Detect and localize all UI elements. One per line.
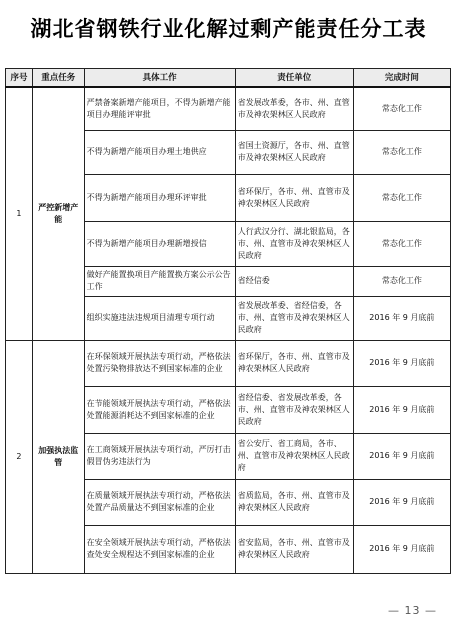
time-cell: 2016 年 9 月底前 <box>353 340 450 386</box>
time-cell: 2016 年 9 月底前 <box>353 525 450 573</box>
unit-cell: 省国土资源厅，各市、州、直管市及神农架林区人民政府 <box>235 130 353 174</box>
group-seq-cell: 1 <box>6 87 33 340</box>
header-seq: 序号 <box>6 69 33 88</box>
unit-cell: 省发展改革委，各市、州、直管市及神农架林区人民政府 <box>235 87 353 130</box>
work-cell: 在工商领域开展执法专项行动，严厉打击假冒伪劣违法行为 <box>84 433 235 479</box>
group-task-cell: 严控新增产能 <box>32 87 84 340</box>
group-task-cell: 加强执法监管 <box>32 340 84 573</box>
table-header-row <box>6 69 451 88</box>
unit-cell: 省经信委 <box>235 266 353 296</box>
table-body <box>6 87 451 573</box>
unit-cell: 省环保厅，各市、州、直管市及神农架林区人民政府 <box>235 340 353 386</box>
document-title: 湖北省钢铁行业化解过剩产能责任分工表 <box>30 17 427 41</box>
work-cell: 在质量领域开展执法专项行动，严格依法处置产品质量达不到国家标准的企业 <box>84 479 235 525</box>
header-unit: 责任单位 <box>235 69 353 88</box>
unit-cell: 省质监局，各市、州、直管市及神农架林区人民政府 <box>235 479 353 525</box>
page-number: — 13 — <box>388 604 437 617</box>
time-cell: 常态化工作 <box>353 221 450 266</box>
work-cell: 严禁备案新增产能项目，不得为新增产能项目办理能评审批 <box>84 87 235 130</box>
time-cell: 常态化工作 <box>353 266 450 296</box>
work-cell: 不得为新增产能项目办理新增授信 <box>84 221 235 266</box>
work-cell: 组织实施违法违规项目清理专项行动 <box>84 296 235 340</box>
time-cell: 2016 年 9 月底前 <box>353 296 450 340</box>
time-cell: 2016 年 9 月底前 <box>353 386 450 433</box>
unit-cell: 省发展改革委、省经信委，各市、州、直管市及神农架林区人民政府 <box>235 296 353 340</box>
work-cell: 不得为新增产能项目办理土地供应 <box>84 130 235 174</box>
work-cell: 做好产能置换项目产能置换方案公示公告工作 <box>84 266 235 296</box>
header-task: 重点任务 <box>32 69 84 88</box>
time-cell: 常态化工作 <box>353 87 450 130</box>
work-cell: 在环保领域开展执法专项行动，严格依法处置污染物排放达不到国家标准的企业 <box>84 340 235 386</box>
time-cell: 常态化工作 <box>353 130 450 174</box>
unit-cell: 省经信委、省发展改革委，各市、州、直管市及神农架林区人民政府 <box>235 386 353 433</box>
responsibility-table <box>5 68 451 574</box>
table-row <box>6 340 451 386</box>
header-work: 具体工作 <box>84 69 235 88</box>
header-time: 完成时间 <box>353 69 450 88</box>
unit-cell: 省安监局，各市、州、直管市及神农架林区人民政府 <box>235 525 353 573</box>
unit-cell: 人行武汉分行、湖北银监局，各市、州、直管市及神农架林区人民政府 <box>235 221 353 266</box>
unit-cell: 省公安厅、省工商局，各市、州、直管市及神农架林区人民政府 <box>235 433 353 479</box>
work-cell: 在节能领域开展执法专项行动，严格依法处置能源消耗达不到国家标准的企业 <box>84 386 235 433</box>
work-cell: 在安全领域开展执法专项行动，严格依法查处安全规程达不到国家标准的企业 <box>84 525 235 573</box>
group-seq-cell: 2 <box>6 340 33 573</box>
work-cell: 不得为新增产能项目办理环评审批 <box>84 174 235 221</box>
unit-cell: 省环保厅，各市、州、直管市及神农架林区人民政府 <box>235 174 353 221</box>
table-row <box>6 87 451 130</box>
time-cell: 2016 年 9 月底前 <box>353 433 450 479</box>
time-cell: 2016 年 9 月底前 <box>353 479 450 525</box>
time-cell: 常态化工作 <box>353 174 450 221</box>
